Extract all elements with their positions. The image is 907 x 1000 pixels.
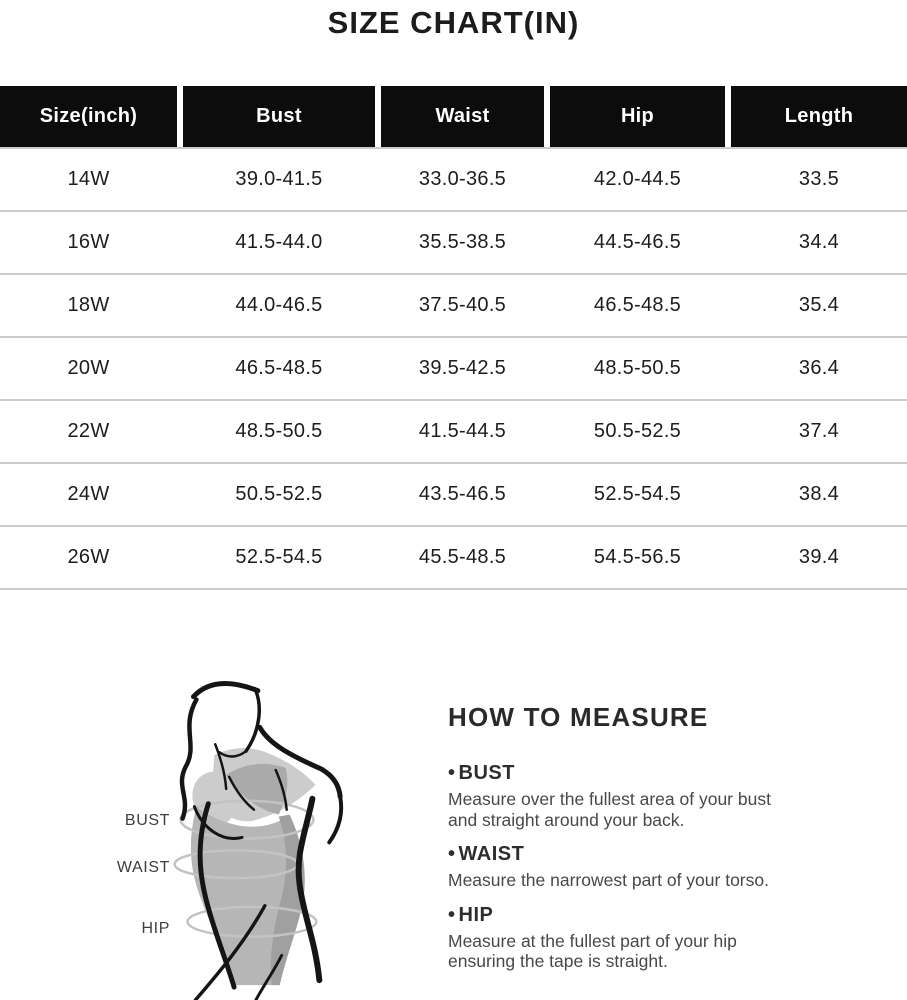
cell-hip: 50.5-52.5 [593,420,682,442]
size-table [0,86,907,590]
cell-waist: 43.5-46.5 [418,483,507,505]
cell-bust: 44.0-46.5 [235,294,323,316]
bullet-icon: • [448,762,456,784]
measure-item-name: HIP [458,903,494,926]
col-header-bust: Bust [183,86,375,147]
cell-length: 34.4 [798,231,840,253]
figure-bust-label: BUST [124,812,170,829]
how-to-measure-heading: HOW TO MEASURE [448,702,709,732]
cell-bust: 52.5-54.5 [235,546,323,568]
cell-length: 39.4 [798,546,840,568]
col-header-waist: Waist [381,86,544,147]
col-header-size: Size(inch) [0,86,177,147]
cell-size: 18W [67,294,110,316]
measure-item-name: BUST [458,762,515,784]
table-row [0,212,907,275]
cell-hip: 54.5-56.5 [593,546,682,568]
cell-waist: 35.5-38.5 [418,231,507,253]
cell-hip: 52.5-54.5 [593,483,682,505]
cell-bust: 46.5-48.5 [235,357,323,379]
cell-size: 26W [67,546,110,568]
cell-hip: 44.5-46.5 [593,231,682,253]
measure-item-bust [448,760,820,830]
col-header-hip: Hip [550,86,725,147]
table-row [0,401,907,464]
table-row [0,338,907,401]
col-header-length: Length [731,86,907,147]
cell-size: 20W [67,357,110,379]
measure-item-description: Measure the narrowest part of your torso. [448,870,769,890]
cell-size: 14W [67,168,110,190]
cell-size: 22W [67,420,110,442]
measure-item-description: Measure over the fullest area of your bust and straight around your back. [448,789,771,830]
measure-item-title [448,760,820,786]
cell-length: 36.4 [798,357,840,379]
bullet-icon: • [448,843,456,865]
table-row [0,275,907,338]
cell-waist: 41.5-44.5 [418,420,507,442]
cell-length: 38.4 [798,483,840,505]
table-row [0,527,907,590]
cell-hip: 46.5-48.5 [593,294,682,316]
measure-item-name: WAIST [458,843,525,865]
table-row [0,464,907,527]
measure-item-waist [448,841,820,891]
bullet-icon: • [448,903,456,926]
cell-length: 35.4 [798,294,840,316]
figure-hip-label: HIP [141,920,170,937]
table-row [0,149,907,212]
size-table-header-row [0,86,907,147]
cell-hip: 48.5-50.5 [593,357,682,379]
cell-length: 33.5 [798,168,840,190]
cell-bust: 41.5-44.0 [235,231,323,253]
cell-waist: 39.5-42.5 [418,357,507,379]
cell-bust: 50.5-52.5 [235,483,323,505]
cell-waist: 37.5-40.5 [418,294,507,316]
cell-length: 37.4 [798,420,840,442]
cell-size: 16W [67,231,110,253]
measure-item-description: Measure at the fullest part of your hip ensuring the tape is straight. [448,930,737,971]
measure-item-title [448,841,820,867]
cell-waist: 45.5-48.5 [418,546,507,568]
measure-item-hip [448,902,820,972]
page-title: SIZE CHART(IN) [327,5,580,40]
cell-waist: 33.0-36.5 [418,168,507,190]
how-to-measure-section [448,701,820,983]
measure-item-title [448,902,820,928]
size-table-body [0,147,907,590]
cell-size: 24W [67,483,110,505]
cell-bust: 48.5-50.5 [235,420,323,442]
cell-bust: 39.0-41.5 [235,168,323,190]
cell-hip: 42.0-44.5 [593,168,682,190]
figure-waist-label: WAIST [116,859,170,876]
